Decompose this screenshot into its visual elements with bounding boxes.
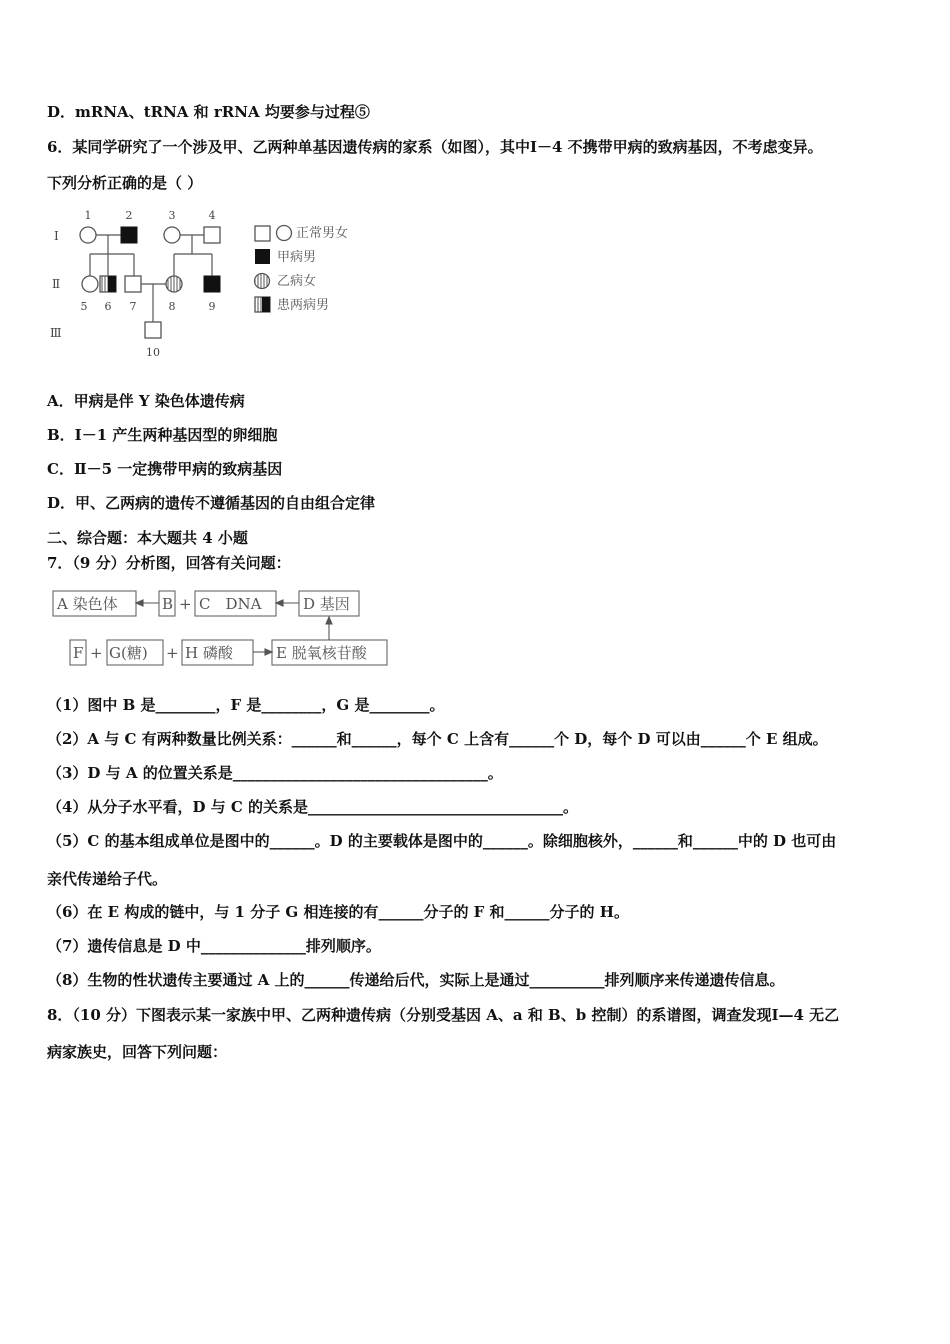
q8-stem-line1: 8．（10 分）下图表示某一家族中甲、乙两种遗传病（分别受基因 A、a 和 B、b 控制）的系谱图，调查发现Ⅰ—4 无乙 bbox=[47, 1006, 840, 1024]
q6-stem-line2: 下列分析正确的是（ ） bbox=[47, 174, 203, 192]
q6-option-d: D．甲、乙两病的遗传不遵循基因的自由组合定律 bbox=[47, 494, 376, 512]
generation-III-label: Ⅲ bbox=[50, 326, 62, 340]
individual-I-2 bbox=[121, 227, 137, 243]
generation-I-label: Ⅰ bbox=[54, 229, 59, 243]
q6-stem-line1: 6．某同学研究了一个涉及甲、乙两种单基因遗传病的家系（如图），其中Ⅰ－4 不携带甲病的致病基因，不考虑变异。 bbox=[47, 138, 823, 156]
box-e-deoxynucleotide: E 脱氧核苷酸 bbox=[276, 644, 367, 662]
legend-both-male-label: 患两病男 bbox=[277, 298, 330, 313]
label-5: 5 bbox=[80, 300, 88, 313]
generation-II-label: Ⅱ bbox=[52, 277, 61, 291]
q6-option-c: C．Ⅱ－5 一定携带甲病的致病基因 bbox=[47, 460, 283, 478]
box-d-gene: D 基因 bbox=[303, 595, 350, 613]
q6-option-b: B．Ⅰ－1 产生两种基因型的卵细胞 bbox=[47, 426, 278, 444]
q5-option-d: D．mRNA、tRNA 和 rRNA 均要参与过程⑤ bbox=[47, 103, 370, 121]
individual-II-8 bbox=[166, 276, 182, 292]
individual-II-6-fill bbox=[108, 276, 116, 292]
individual-II-5 bbox=[82, 276, 98, 292]
individual-II-7 bbox=[125, 276, 141, 292]
legend-yi-female-icon bbox=[255, 274, 270, 289]
label-1: 1 bbox=[84, 209, 92, 222]
plus-sign-1: + bbox=[179, 595, 192, 613]
individual-I-1 bbox=[80, 227, 96, 243]
q7-stem: 7．（9 分）分析图，回答有关问题： bbox=[47, 554, 291, 572]
plus-sign-2: + bbox=[90, 644, 103, 662]
q7-sub-1: （1）图中 B 是________，F 是________，G 是________。 bbox=[47, 696, 445, 714]
legend-jia-male-icon bbox=[255, 249, 270, 264]
box-a-chromosome: A 染色体 bbox=[57, 595, 118, 613]
q7-sub-5-line1: （5）C 的基本组成单位是图中的______。D 的主要载体是图中的______。除细胞核外，______和______中的 D 也可由 bbox=[47, 832, 837, 850]
label-3: 3 bbox=[168, 209, 176, 222]
individual-I-3 bbox=[164, 227, 180, 243]
label-4: 4 bbox=[208, 209, 216, 222]
individual-II-9 bbox=[204, 276, 220, 292]
q7-sub-6: （6）在 E 构成的链中，与 1 分子 G 相连接的有______分子的 F 和______分子的 H。 bbox=[47, 903, 629, 921]
box-b: B bbox=[162, 595, 174, 613]
label-2: 2 bbox=[125, 209, 133, 222]
label-6: 6 bbox=[104, 300, 112, 313]
legend-jia-male-label: 甲病男 bbox=[277, 250, 317, 265]
plus-sign-3: + bbox=[166, 644, 179, 662]
box-g-sugar: G(糖) bbox=[109, 644, 148, 662]
q7-sub-8: （8）生物的性状遗传主要通过 A 上的______传递给后代，实际上是通过__________排列顺序来传递遗传信息。 bbox=[47, 971, 785, 989]
q6-option-a: A．甲病是伴 Y 染色体遗传病 bbox=[47, 392, 245, 410]
label-7: 7 bbox=[129, 300, 137, 313]
legend-normal-label: 正常男女 bbox=[296, 226, 349, 241]
dna-concept-diagram bbox=[46, 586, 396, 668]
q7-sub-7: （7）遗传信息是 D 中______________排列顺序。 bbox=[47, 937, 381, 955]
label-10: 10 bbox=[146, 346, 160, 359]
section-heading: 二、综合题：本大题共 4 小题 bbox=[47, 529, 248, 547]
q7-sub-2: （2）A 与 C 有两种数量比例关系：______和______，每个 C 上含有______个 D，每个 D 可以由______个 E 组成。 bbox=[47, 730, 828, 748]
individual-I-4 bbox=[204, 227, 220, 243]
box-c-dna: C DNA bbox=[199, 595, 262, 613]
legend-normal-female-icon bbox=[277, 226, 292, 241]
legend-yi-female-label: 乙病女 bbox=[277, 274, 317, 289]
individual-III-10 bbox=[145, 322, 161, 338]
label-9: 9 bbox=[208, 300, 216, 313]
q8-stem-line2: 病家族史，回答下列问题： bbox=[47, 1043, 228, 1061]
q7-sub-5-line2: 亲代传递给子代。 bbox=[47, 870, 168, 888]
label-8: 8 bbox=[168, 300, 176, 313]
q7-sub-4: （4）从分子水平看，D 与 C 的关系是__________________________________。 bbox=[47, 798, 579, 816]
legend-both-male-fill bbox=[262, 297, 270, 312]
box-h-phosphate: H 磷酸 bbox=[185, 644, 233, 662]
pedigree-chart bbox=[44, 204, 374, 364]
box-f: F bbox=[73, 644, 84, 662]
q7-sub-3: （3）D 与 A 的位置关系是__________________________________。 bbox=[47, 764, 503, 782]
legend-normal-male-icon bbox=[255, 226, 270, 241]
